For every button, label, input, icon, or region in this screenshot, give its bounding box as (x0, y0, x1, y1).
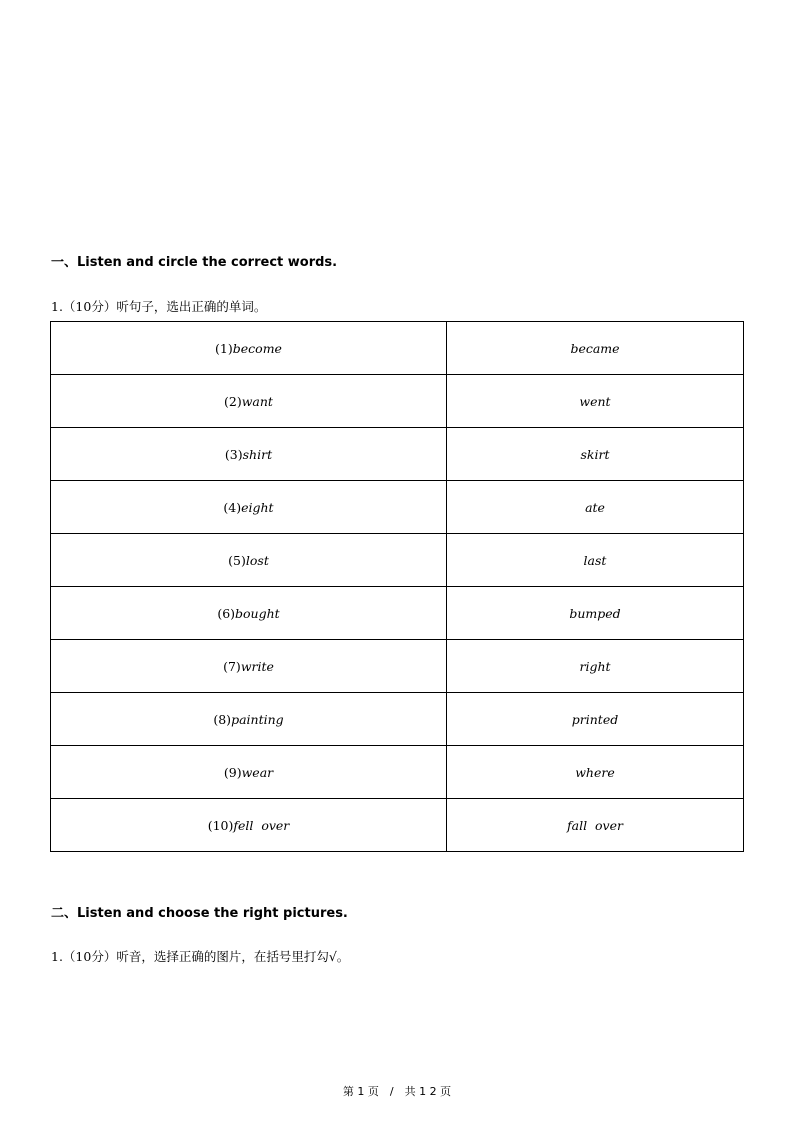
word-a-text: wear (241, 764, 274, 780)
word-option-b[interactable] (447, 799, 744, 852)
word-a-text: bought (235, 605, 280, 621)
word-option-b[interactable] (447, 428, 744, 481)
item-number: (6) (217, 605, 236, 621)
table-row (51, 322, 744, 375)
question-2-prompt: 1.（10分）听音，选择正确的图片，在括号里打勾√。 (51, 949, 350, 964)
table-row (51, 799, 744, 852)
word-b-text: fall over (567, 817, 623, 833)
item-number: (9) (223, 764, 242, 780)
word-option-a[interactable] (51, 799, 447, 852)
item-number: (10) (207, 817, 234, 833)
table-row (51, 640, 744, 693)
table-row (51, 587, 744, 640)
word-a-text: fell over (233, 817, 290, 833)
section-2-title: 二、Listen and choose the right pictures. (51, 906, 348, 921)
word-a-text: painting (231, 711, 284, 727)
section-1-title: 一、Listen and circle the correct words. (51, 255, 338, 270)
word-option-a[interactable] (51, 587, 447, 640)
word-b-text: bumped (569, 605, 621, 621)
word-a-text: become (232, 340, 282, 356)
table-row (51, 428, 744, 481)
word-option-a[interactable] (51, 746, 447, 799)
table-row (51, 693, 744, 746)
item-number: (5) (228, 552, 246, 568)
word-a-text: lost (245, 552, 269, 568)
word-option-b[interactable] (447, 375, 744, 428)
word-a-text: write (240, 658, 274, 674)
word-a-text: want (241, 393, 273, 409)
word-b-text: printed (571, 711, 619, 727)
word-b-text: last (583, 552, 607, 568)
word-b-text: skirt (580, 446, 610, 462)
word-option-a[interactable] (51, 481, 447, 534)
word-option-b[interactable] (447, 693, 744, 746)
item-number: (1) (215, 340, 233, 356)
word-option-a[interactable] (51, 693, 447, 746)
table-row (51, 534, 744, 587)
word-b-text: went (579, 393, 611, 409)
page-footer: 第 1 页 / 共 1 2 页 (342, 1085, 452, 1098)
word-b-text: right (579, 658, 611, 674)
word-option-b[interactable] (447, 481, 744, 534)
word-b-text: where (575, 764, 615, 780)
word-option-b[interactable] (447, 587, 744, 640)
question-1-prompt: 1.（10分）听句子，选出正确的单词。 (51, 299, 267, 314)
item-number: (3) (224, 446, 243, 462)
table-row (51, 746, 744, 799)
word-a-text: eight (241, 499, 274, 515)
word-b-text: became (570, 340, 620, 356)
word-option-a[interactable] (51, 428, 447, 481)
word-option-b[interactable] (447, 322, 744, 375)
word-choice-table (50, 321, 744, 852)
item-number: (8) (213, 711, 232, 727)
table-row (51, 375, 744, 428)
item-number: (7) (223, 658, 241, 674)
item-number: (4) (223, 499, 242, 515)
word-option-b[interactable] (447, 640, 744, 693)
word-option-a[interactable] (51, 534, 447, 587)
word-option-a[interactable] (51, 640, 447, 693)
word-b-text: ate (585, 499, 605, 515)
table-row (51, 481, 744, 534)
word-option-b[interactable] (447, 534, 744, 587)
word-a-text: shirt (242, 446, 273, 462)
word-option-a[interactable] (51, 375, 447, 428)
word-option-b[interactable] (447, 746, 744, 799)
word-option-a[interactable] (51, 322, 447, 375)
item-number: (2) (224, 393, 242, 409)
